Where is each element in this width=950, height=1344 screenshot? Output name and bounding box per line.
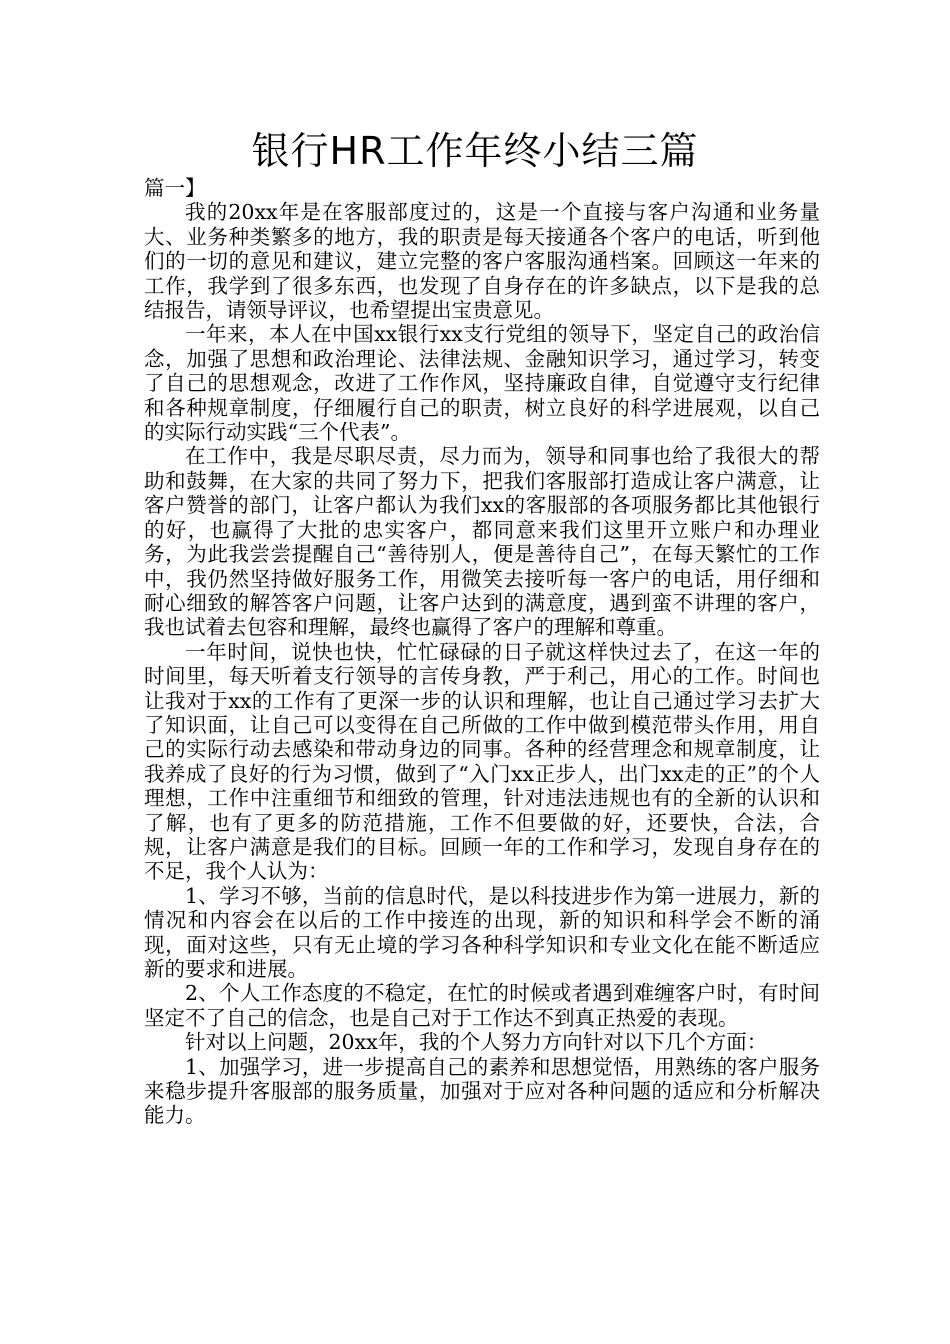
paragraph-intro: 我的20xx年是在客服部度过的，这是一个直接与客户沟通和业务量大、业务种类繁多的地方，我的职责是每天接通各个客户的电话，听到他们的一切的意见和建议，建立完整的客户客服沟通档案。回顾这一年来的工作，我学到了很多东西，也发现了自身存在的许多缺点，以下是我的总结报告，请领导评议，也希望提出宝贵意见。	[144, 200, 820, 323]
paragraph-year-review: 一年时间，说快也快，忙忙碌碌的日子就这样快过去了，在这一年的时间里，每天听着支行领导的言传身教，严于利己，用心的工作。时间也让我对于xx的工作有了更深一步的认识和理解，也让自己通过学习去扩大了知识面，让自己可以变得在自己所做的工作中做到模范带头作用，用自己的实际行动去感染和带动身边的同事。各种的经营理念和规章制度，让我养成了良好的行为习惯，做到了“入门xx正步人，出门xx走的正”的个人理想，工作中注重细节和细致的管理，针对违法违规也有的全新的认识和了解，也有了更多的防范措施，工作不但要做的好，还要快，合法，合规，让客户满意是我们的目标。回顾一年的工作和学习，发现自身存在的不足，我个人认为：	[144, 639, 820, 884]
document-title: 银行HR工作年终小结三篇	[251, 129, 699, 173]
paragraph-plan-1: 1、加强学习，进一步提高自己的素养和思想觉悟，用熟练的客户服务来稳步提升客服部的服务质量，加强对于应对各种问题的适应和分析解决能力。	[144, 1054, 820, 1128]
section-label: 篇一】	[144, 176, 206, 200]
paragraph-shortcoming-1: 1、学习不够，当前的信息时代，是以科技进步作为第一进展力，新的情况和内容会在以后的工作中接连的出现，新的知识和科学会不断的涌现，面对这些，只有无止境的学习各种科学知识和专业文化在能不断适应新的要求和进展。	[144, 883, 820, 981]
paragraph-political-study: 一年来，本人在中国xx银行xx支行党组的领导下，坚定自己的政治信念，加强了思想和政治理论、法律法规、金融知识学习，通过学习，转变了自己的思想观念，改进了工作作风，坚持廉政自律，自觉遵守支行纪律和各种规章制度，仔细履行自己的职责，树立良好的科学进展观，以自己的实际行动实践“三个代表”。	[144, 322, 820, 445]
paragraph-plan-intro: 针对以上问题，20xx年，我的个人努力方向针对以下几个方面：	[185, 1030, 768, 1055]
paragraph-customer-service: 在工作中，我是尽职尽责，尽力而为，领导和同事也给了我很大的帮助和鼓舞，在大家的共同了努力下，把我们客服部打造成让客户满意，让客户赞誉的部门，让客户都认为我们xx的客服部的各项服务都比其他银行的好，也赢得了大批的忠实客户，都同意来我们这里开立账户和办理业务，为此我尝尝提醒自己“善待别人，便是善待自己”，在每天繁忙的工作中，我仍然坚持做好服务工作，用微笑去接听每一客户的电话，用仔细和耐心细致的解答客户问题，让客户达到的满意度，遇到蛮不讲理的客户，我也试着去包容和理解，最终也赢得了客户的理解和尊重。	[144, 444, 820, 640]
document-body	[144, 176, 820, 1128]
paragraph-shortcoming-2: 2、个人工作态度的不稳定，在忙的时候或者遇到难缠客户时，有时间坚定不了自己的信念，也是自己对于工作达不到真正热爱的表现。	[144, 981, 820, 1030]
